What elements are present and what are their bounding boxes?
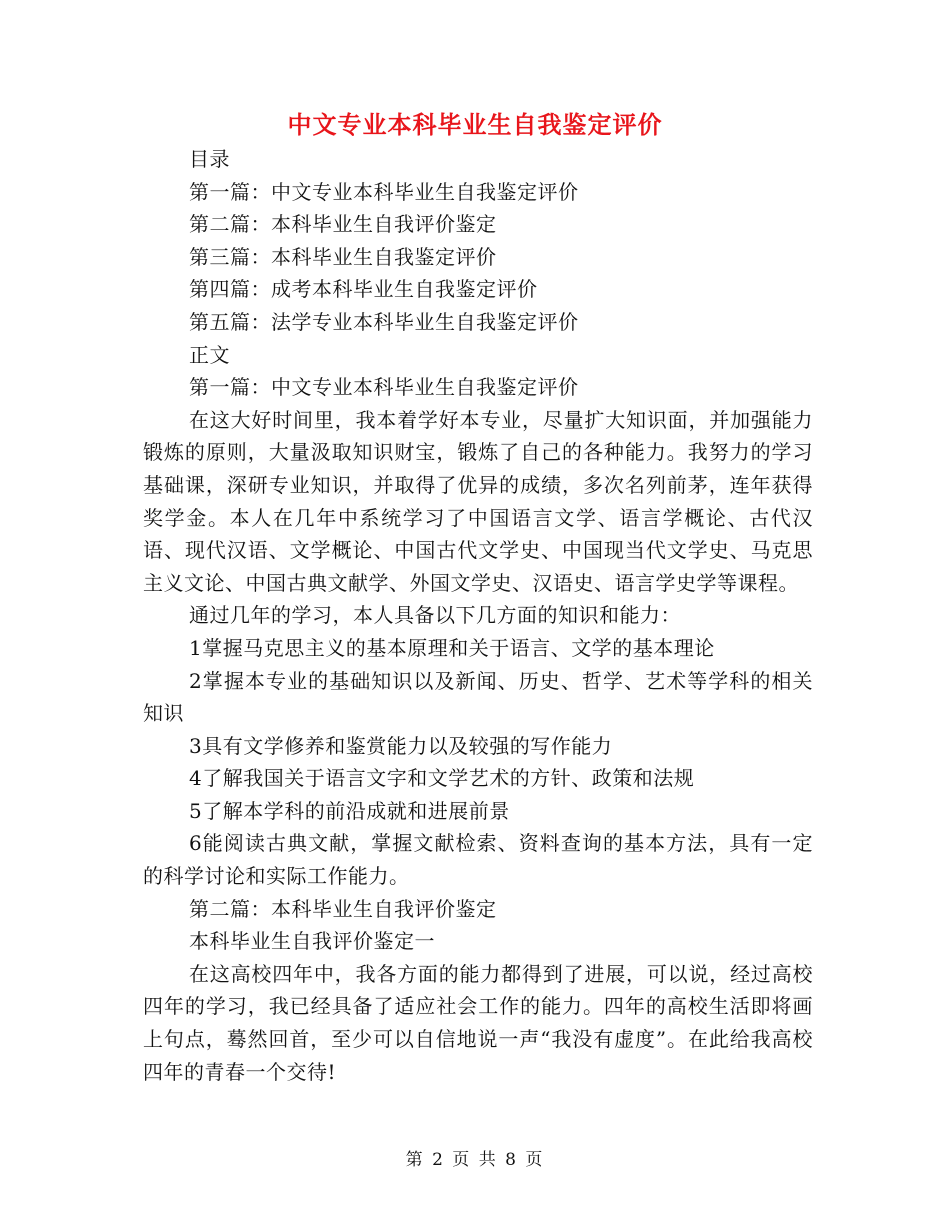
section1-heading: 第一篇：中文专业本科毕业生自我鉴定评价 — [189, 375, 579, 400]
toc-item-5: 第五篇：法学专业本科毕业生自我鉴定评价 — [189, 309, 579, 334]
section1-intro: 通过几年的学习，本人具备以下几方面的知识和能力： — [189, 603, 681, 628]
toc-item-4: 第四篇：成考本科毕业生自我鉴定评价 — [189, 277, 538, 302]
page-footer: 第 2 页 共 8 页 — [405, 1150, 545, 1170]
body-heading: 正文 — [189, 342, 230, 367]
list-item-4: 4了解我国关于语言文字和文学艺术的方针、政策和法规 — [189, 766, 695, 791]
list-item-5: 5了解本学科的前沿成就和进展前景 — [189, 798, 510, 823]
list-item-6: 6能阅读古典文献，掌握文献检索、资料查询的基本方法，具有一定的科学讨论和实际工作能力。 — [143, 831, 813, 889]
section2-subheading: 本科毕业生自我评价鉴定一 — [189, 929, 435, 954]
list-item-2: 2掌握本专业的基础知识以及新闻、历史、哲学、艺术等学科的相关知识 — [143, 668, 813, 726]
list-item-3: 3具有文学修养和鉴赏能力以及较强的写作能力 — [189, 733, 613, 758]
toc-item-3: 第三篇：本科毕业生自我鉴定评价 — [189, 244, 497, 269]
toc-item-2: 第二篇：本科毕业生自我评价鉴定 — [189, 212, 497, 237]
list-item-1: 1掌握马克思主义的基本原理和关于语言、文学的基本理论 — [189, 635, 715, 660]
document-title: 中文专业本科毕业生自我鉴定评价 — [287, 110, 663, 139]
section2-paragraph: 在这高校四年中，我各方面的能力都得到了进展，可以说，经过高校四年的学习，我已经具备了适应社会工作的能力。四年的高校生活即将画上句点，蓦然回首，至少可以自信地说一声“我没有虚度”。在此给我高校四年的青春一个交待! — [143, 961, 813, 1084]
document-body — [143, 143, 813, 1088]
section1-paragraph: 在这大好时间里，我本着学好本专业，尽量扩大知识面，并加强能力锻炼的原则，大量汲取知识财宝，锻炼了自己的各种能力。我努力的学习基础课，深研专业知识，并取得了优异的成绩，多次名列前茅，连年获得奖学金。本人在几年中系统学习了中国语言文学、语言学概论、古代汉语、现代汉语、文学概论、中国古代文学史、中国现当代文学史、马克思主义文论、中国古典文献学、外国文学史、汉语史、语言学史学等课程。 — [143, 407, 813, 595]
toc-item-1: 第一篇：中文专业本科毕业生自我鉴定评价 — [189, 179, 579, 204]
toc-heading: 目录 — [189, 147, 230, 171]
section2-heading: 第二篇：本科毕业生自我评价鉴定 — [189, 896, 497, 921]
